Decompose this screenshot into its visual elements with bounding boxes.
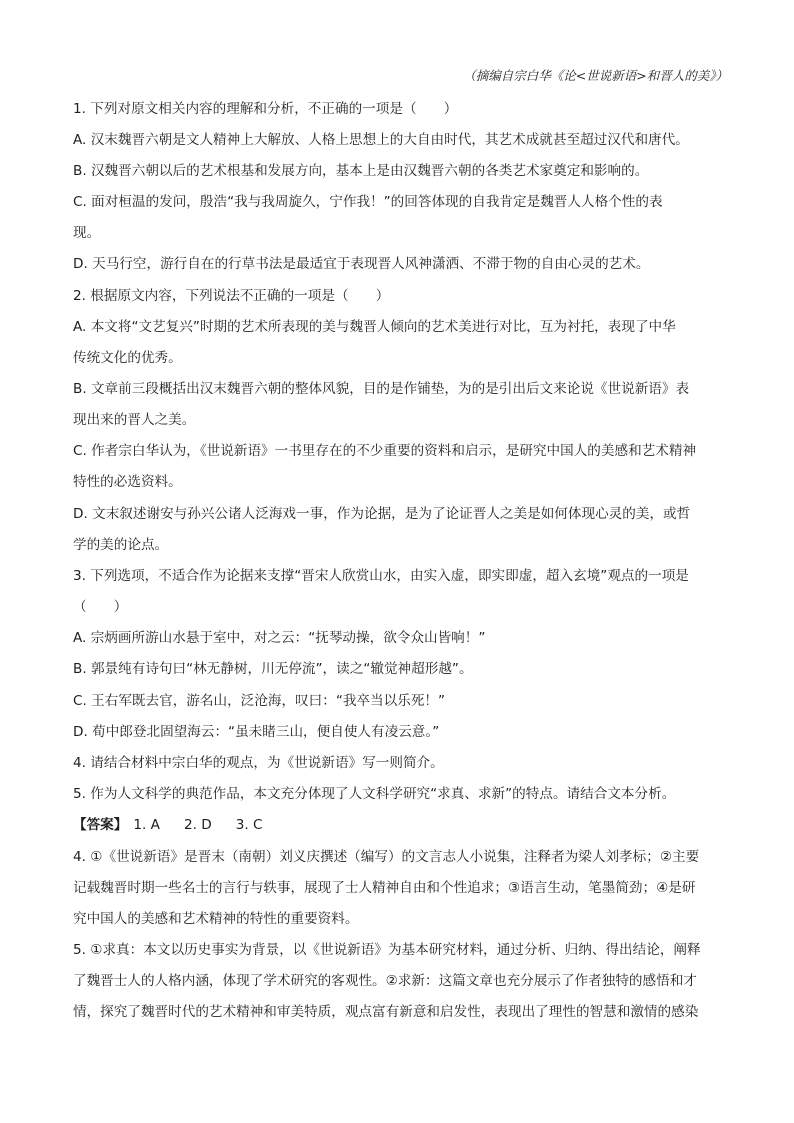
- question-2-option-c-cont: 特性的必选资料。: [73, 474, 182, 490]
- question-1-option-b: B. 汉魏晋六朝以后的艺术根基和发展方向，基本上是由汉魏晋六朝的各类艺术家奠定和影响的。: [73, 163, 649, 179]
- question-3-stem: 3. 下列选项，不适合作为论据来支撑“晋宋人欣赏山水，由实入虚，即实即虚，超入玄境”观点的一项是: [73, 568, 689, 584]
- question-3-option-a: A. 宗炳画所游山水悬于室中，对之云：“抚琴动操，欲令众山皆响！”: [73, 630, 486, 646]
- answer-5-line: 5. ①求真：本文以历史事实为背景，以《世说新语》为基本研究材料，通过分析、归纳、得出结论，阐释: [73, 942, 701, 958]
- question-2-option-d: D. 文末叙述谢安与孙兴公诸人泛海戏一事，作为论据，是为了论证晋人之美是如何体现心灵的美，或哲: [73, 506, 691, 522]
- question-2-option-a-cont: 传统文化的优秀。: [73, 350, 182, 366]
- answer-label: 【答案】: [73, 817, 128, 833]
- question-2-option-a: A. 本文将“文艺复兴”时期的艺术所表现的美与魏晋人倾向的艺术美进行对比，互为衬托，表现了中华: [73, 319, 676, 335]
- question-3-option-c: C. 王右军既去官，游名山，泛沧海，叹曰：“我卒当以乐死！”: [73, 693, 446, 709]
- question-1-option-c-cont: 现。: [73, 225, 101, 241]
- question-3-option-d: D. 荀中郎登北固望海云：“虽未睹三山，便自使人有凌云意。”: [73, 724, 440, 740]
- answer-4-line: 记载魏晋时期一些名士的言行与轶事，展现了士人精神自由和个性追求；③语言生动，笔墨简劲；④是研: [73, 880, 696, 896]
- question-1-option-a: A. 汉末魏晋六朝是文人精神上大解放、人格上思想上的大自由时代，其艺术成就甚至超过汉代和唐代。: [73, 132, 689, 148]
- answer-item: 1. A: [133, 817, 160, 833]
- answer-4-line: 4. ①《世说新语》是晋末（南朝）刘义庆撰述（编写）的文言志人小说集，注释者为梁人刘孝标；②主要: [73, 849, 700, 865]
- question-2-option-b: B. 文章前三段概括出汉末魏晋六朝的整体风貌，目的是作铺垫，为的是引出后文来论说《世说新语》表: [73, 381, 690, 397]
- question-2-option-d-cont: 学的美的论点。: [73, 537, 169, 553]
- question-5-stem: 5. 作为人文科学的典范作品，本文充分体现了人文科学研究“求真、求新”的特点。请结合文本分析。: [73, 786, 676, 802]
- question-2-stem: 2. 根据原文内容，下列说法不正确的一项是（ ）: [73, 288, 390, 304]
- answer-key-row: [73, 816, 729, 834]
- answer-4-line: 究中国人的美感和艺术精神的特性的重要资料。: [73, 911, 359, 927]
- answer-item: 2. D: [183, 817, 212, 833]
- question-4-stem: 4. 请结合材料中宗白华的观点，为《世说新语》写一则简介。: [73, 755, 444, 771]
- question-1-option-c: C. 面对桓温的发问，殷浩“我与我周旋久，宁作我！”的回答体现的自我肯定是魏晋人人格个性的表: [73, 194, 663, 210]
- source-citation: （摘编自宗白华《论<世说新语>和晋人的美》）: [463, 68, 728, 83]
- answer-5-line: 情，探究了魏晋时代的艺术精神和审美特质，观点富有新意和启发性，表现出了理性的智慧和激情的感染: [73, 1004, 699, 1020]
- question-2-option-c: C. 作者宗白华认为，《世说新语》一书里存在的不少重要的资料和启示，是研究中国人的美感和艺术精神: [73, 443, 697, 459]
- question-3-stem-cont: （ ）: [73, 599, 128, 615]
- answer-item: 3. C: [235, 817, 263, 833]
- question-1-option-d: D. 天马行空，游行自在的行草书法是最适宜于表现晋人风神潇洒、不滞于物的自由心灵的艺术。: [73, 256, 650, 272]
- question-3-option-b: B. 郭景纯有诗句曰“林无静树，川无停流”，读之“辙觉神超形越”。: [73, 661, 473, 677]
- question-1-stem: 1. 下列对原文相关内容的理解和分析，不正确的一项是（ ）: [73, 101, 458, 117]
- question-2-option-b-cont: 现出来的晋人之美。: [73, 412, 196, 428]
- answer-5-line: 了魏晋士人的人格内涵，体现了学术研究的客观性。②求新：这篇文章也充分展示了作者独特的感悟和才: [73, 973, 697, 989]
